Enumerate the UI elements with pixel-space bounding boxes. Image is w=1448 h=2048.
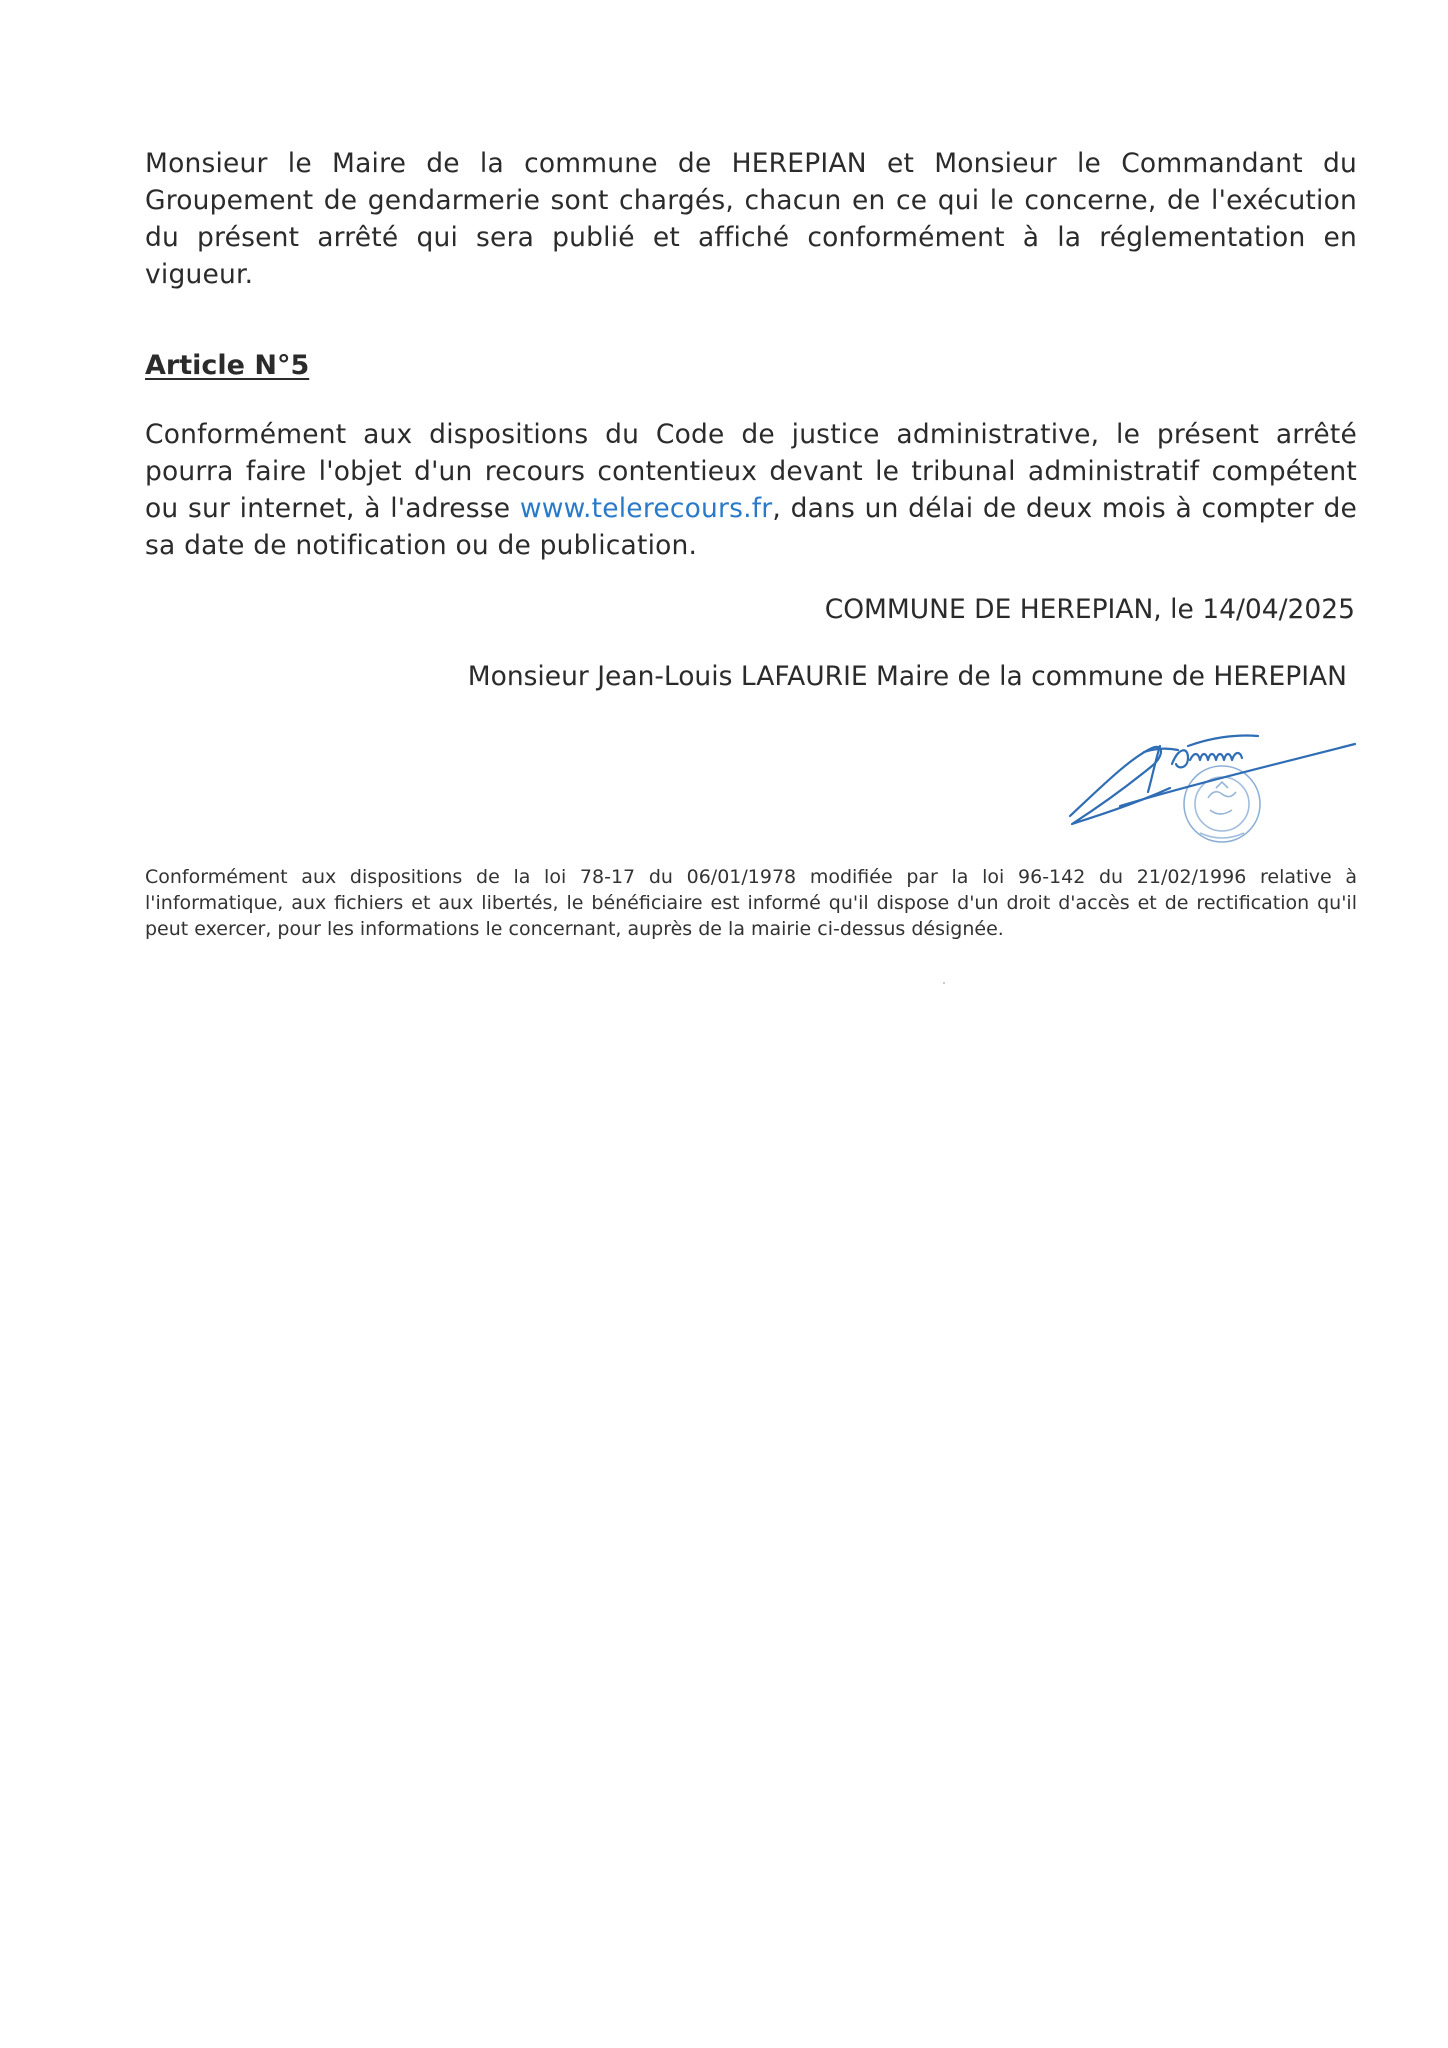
- article-5-text-start: Conformément aux dispositions du Code de justice administrative, le présent arrêté pourra faire l'objet d'un recours contentieux devant le tribunal administratif compétent ou sur internet, à l'adresse: [145, 419, 1357, 524]
- mayor-signature-and-seal: [1060, 718, 1360, 853]
- signature-ink: [1070, 735, 1355, 842]
- article-5-heading: Article N°5: [145, 350, 310, 381]
- data-protection-notice: Conformément aux dispositions de la loi 78-17 du 06/01/1978 modifiée par la loi 96-142 du 21/02/1996 relative à l'informatique, aux fichiers et aux libertés, le bénéficiaire est informé qu'il dispose d'un droit d'accès et de rectification qu'il peut exercer, pour les informations le concernant, auprès de la mairie ci-dessus désignée.: [145, 866, 1357, 940]
- handwritten-signature: [1070, 735, 1355, 824]
- telerecours-link[interactable]: www.telerecours.fr: [519, 493, 773, 524]
- place-and-date: COMMUNE DE HEREPIAN, le 14/04/2025: [824, 594, 1355, 625]
- execution-paragraph: Monsieur le Maire de la commune de HEREPIAN et Monsieur le Commandant du Groupement de gendarmerie sont chargés, chacun en ce qui le concerne, de l'exécution du présent arrêté qui sera publié et affiché conformément à la réglementation en vigueur.: [145, 148, 1357, 290]
- signatory-line: Monsieur Jean-Louis LAFAURIE Maire de la commune de HEREPIAN: [467, 661, 1347, 692]
- article-5-text-end: , dans un délai de deux mois à compter de sa date de notification ou de publication.: [145, 493, 1357, 561]
- article-5-paragraph: [145, 416, 1357, 564]
- scan-speck: [943, 982, 945, 984]
